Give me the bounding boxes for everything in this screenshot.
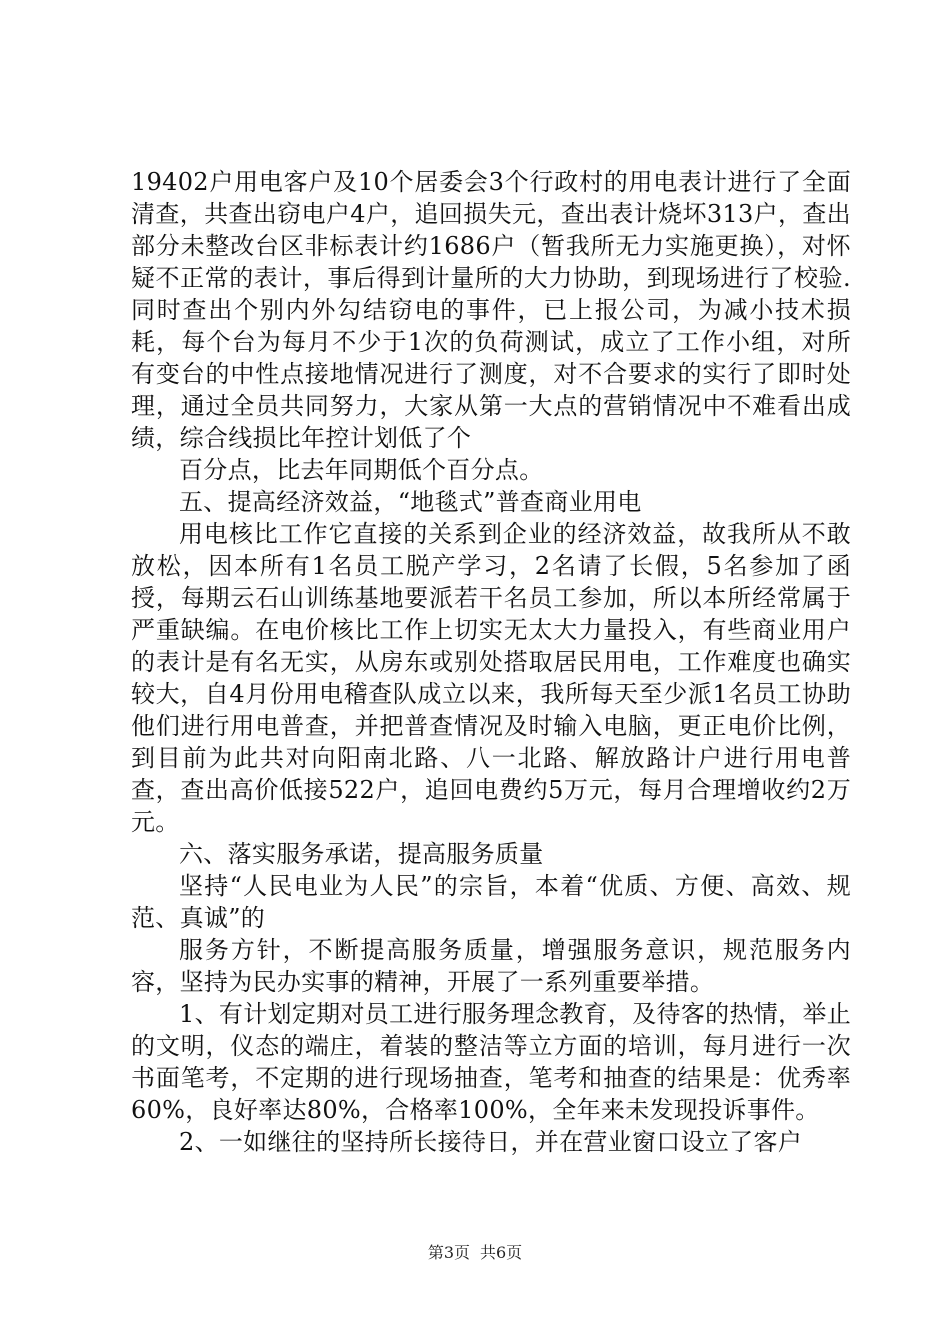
section-heading-6: 六、落实服务承诺，提高服务质量 [179, 840, 544, 868]
paragraph-2: 百分点，比去年同期低个百分点。 [179, 456, 544, 484]
paragraph-4: 坚持“人民电业为人民”的宗旨，本着“优质、方便、高效、规范、真诚”的 [131, 872, 851, 932]
page-footer [0, 1243, 950, 1263]
paragraph-6: 1、有计划定期对员工进行服务理念教育，及待客的热情，举止的文明，仪态的端庄，着装的整洁等立方面的培训，每月进行一次书面笔考，不定期的进行现场抽查，笔考和抽查的结果是：优秀率60%，良好率达80%，合格率100%，全年来未发现投诉事件。 [131, 1000, 851, 1124]
paragraph-5: 服务方针，不断提高服务质量，增强服务意识，规范服务内容，坚持为民办实事的精神，开展了一系列重要举措。 [131, 936, 851, 996]
page-number: 第3页 [427, 1243, 470, 1262]
paragraph-1: 19402户用电客户及10个居委会3个行政村的用电表计进行了全面清查，共查出窃电户4户，追回损失元，查出表计烧坏313户，查出部分未整改台区非标表计约1686户（暂我所无力实施更换），对怀疑不正常的表计，事后得到计量所的大力协助，到现场进行了校验.同时查出个别内外勾结窃电的事件，已上报公司，为减小技术损耗，每个台为每月不少于1次的负荷测试，成立了工作小组，对所有变台的中性点接地情况进行了测度，对不合要求的实行了即时处理，通过全员共同努力，大家从第一大点的营销情况中不难看出成绩，综合线损比年控计划低了个 [131, 168, 851, 452]
paragraph-7: 2、一如继往的坚持所长接待日，并在营业窗口设立了客户 [179, 1128, 803, 1156]
page-total: 共6页 [480, 1243, 523, 1262]
document-body [131, 166, 851, 1158]
section-heading-5: 五、提高经济效益，“地毯式”普查商业用电 [179, 488, 642, 516]
paragraph-3: 用电核比工作它直接的关系到企业的经济效益，故我所从不敢放松，因本所有1名员工脱产学习，2名请了长假，5名参加了函授，每期云石山训练基地要派若干名员工参加，所以本所经常属于严重缺编。在电价核比工作上切实无太大力量投入，有些商业用户的表计是有名无实，从房东或别处搭取居民用电，工作难度也确实较大，自4月份用电稽查队成立以来，我所每天至少派1名员工协助他们进行用电普查，并把普查情况及时输入电脑，更正电价比例，到目前为此共对向阳南北路、八一北路、解放路计户进行用电普查，查出高价低接522户，追回电费约5万元，每月合理增收约2万元。 [131, 520, 851, 836]
